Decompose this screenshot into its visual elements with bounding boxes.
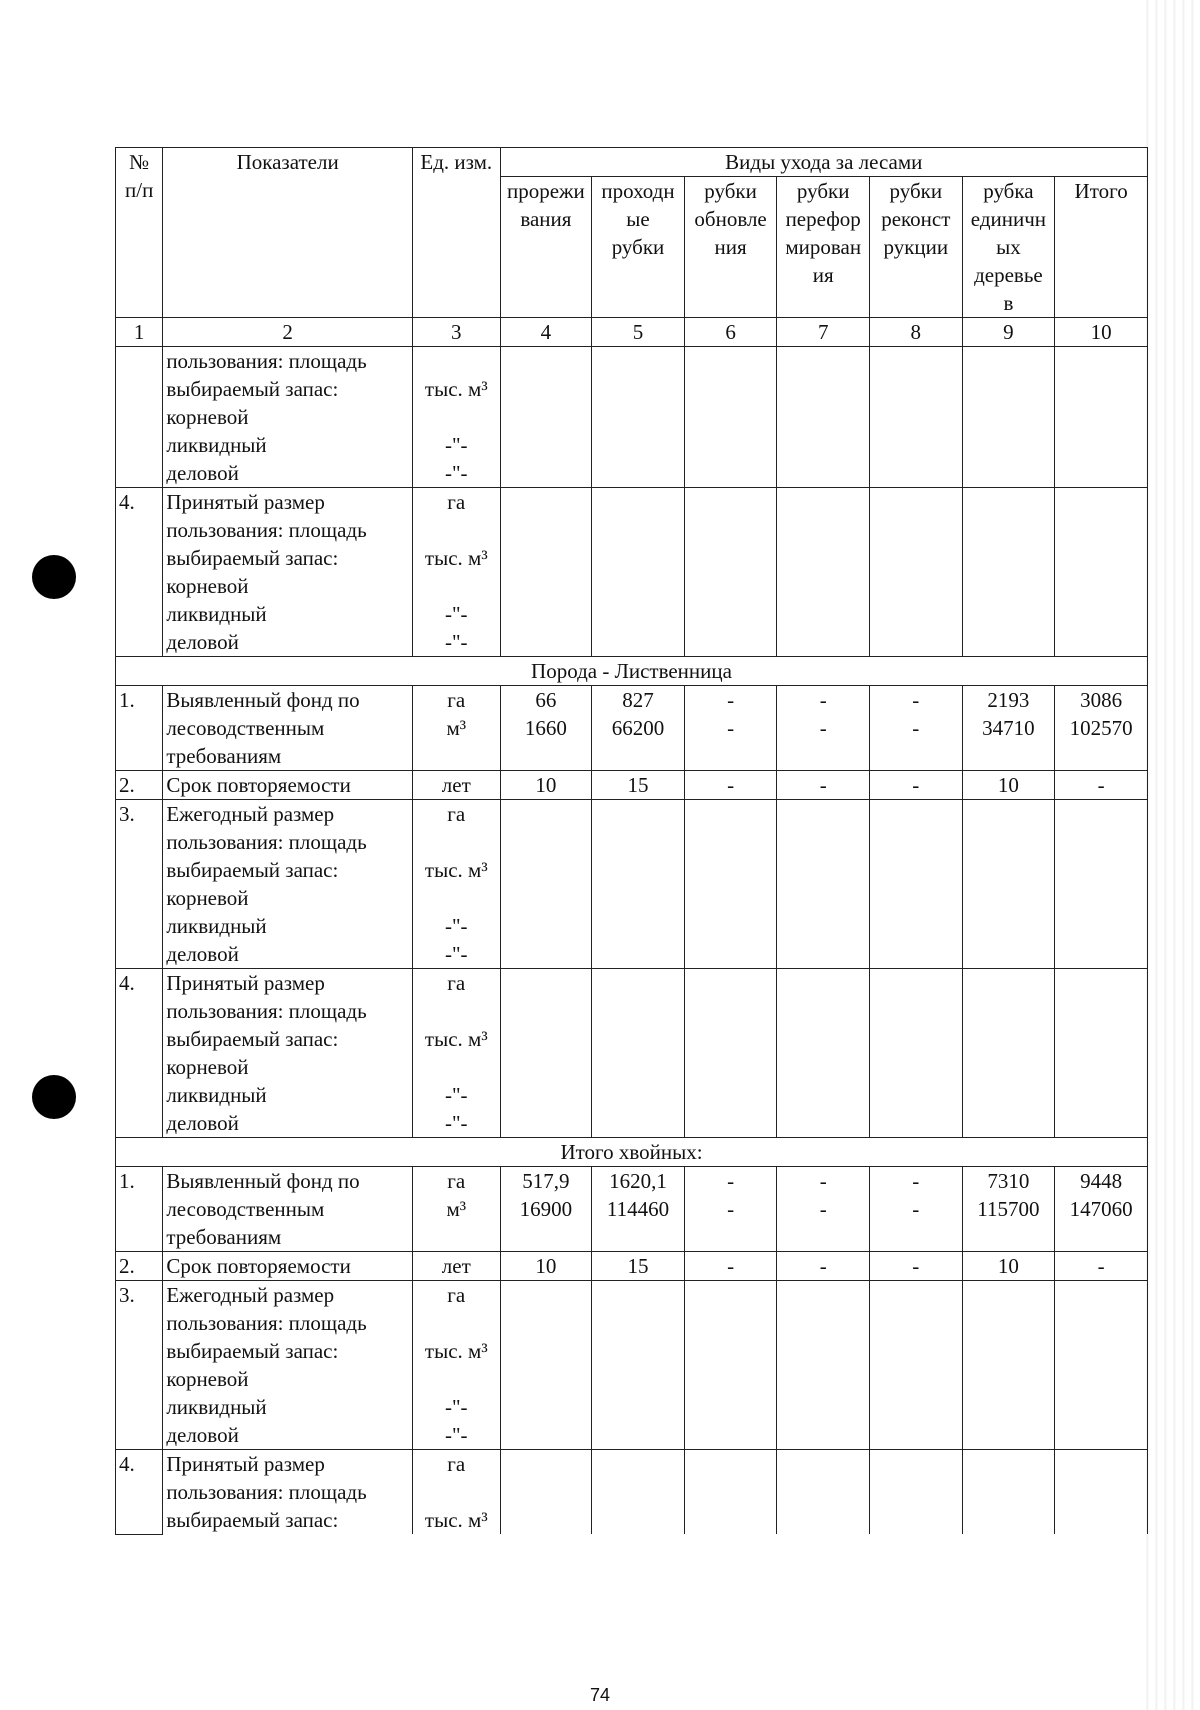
cell-value: 10 [500, 1252, 592, 1281]
row-unit: лет [412, 1252, 500, 1281]
colnum: 3 [412, 318, 500, 347]
table-row [116, 488, 1148, 657]
page-number: 74 [589, 1685, 611, 1705]
cell-value: 10 [962, 771, 1055, 800]
cell-value: - [777, 771, 870, 800]
row-label: Принятый размер пользования: площадь выбираемый запас: корневой ликвидный деловой [163, 488, 413, 657]
cell-value: 10 [500, 771, 592, 800]
cell-value: - [1055, 1252, 1148, 1281]
cell-value: - - [870, 1167, 963, 1252]
punch-hole-top [32, 555, 76, 599]
row-num: 4. [116, 1450, 163, 1535]
punch-hole-bottom [32, 1075, 76, 1119]
cell-value: - [777, 1252, 870, 1281]
cell-value: 10 [962, 1252, 1055, 1281]
row-unit: га м³ [412, 686, 500, 771]
cell-value: - - [777, 1167, 870, 1252]
row-label: Ежегодный размер пользования: площадь выбираемый запас: корневой ликвидный деловой [163, 1281, 413, 1450]
header-col-passage: проходн ые рубки [592, 177, 685, 318]
header-col-single-trees: рубка единичн ых деревье в [962, 177, 1055, 318]
cell-value: - [870, 1252, 963, 1281]
header-col-reconstruction: рубки реконст рукции [870, 177, 963, 318]
header-indicators: Показатели [163, 148, 413, 318]
cell-value: 3086 102570 [1055, 686, 1148, 771]
row-num: 3. [116, 1281, 163, 1450]
colnum: 8 [870, 318, 963, 347]
table-row [116, 1252, 1148, 1281]
cell-value: - [684, 1252, 777, 1281]
table-row [116, 686, 1148, 771]
row-num: 4. [116, 969, 163, 1138]
row-unit: га тыс. м³ -"- -"- [412, 800, 500, 969]
cell-value: 9448 147060 [1055, 1167, 1148, 1252]
row-unit: га тыс. м³ -"- -"- [412, 1281, 500, 1450]
row-label: Принятый размер пользования: площадь выбираемый запас: корневой ликвидный деловой [163, 969, 413, 1138]
row-label: Выявленный фонд по лесоводственным требованиям [163, 686, 413, 771]
cell-value: - - [684, 686, 777, 771]
header-group: Виды ухода за лесами [500, 148, 1147, 177]
row-unit: га м³ [412, 1167, 500, 1252]
section-row-larch [116, 657, 1148, 686]
header-col-total: Итого [1055, 177, 1148, 318]
cell-value: 1620,1 114460 [592, 1167, 685, 1252]
colnum: 9 [962, 318, 1055, 347]
row-label: Выявленный фонд по лесоводственным требованиям [163, 1167, 413, 1252]
cell-value: 15 [592, 1252, 685, 1281]
cell-value: 2193 34710 [962, 686, 1055, 771]
row-num: 2. [116, 771, 163, 800]
header-col-reformation: рубки перефор мирован ия [777, 177, 870, 318]
row-unit: тыс. м³ -"- -"- [412, 347, 500, 488]
section-title: Порода - Лиственница [116, 657, 1148, 686]
forest-care-table [115, 147, 1148, 1535]
cell-value: 66 1660 [500, 686, 592, 771]
row-label: Принятый размер пользования: площадь выбираемый запас: [163, 1450, 413, 1535]
cell-value: - - [870, 686, 963, 771]
table-row [116, 1281, 1148, 1450]
table-row [116, 1450, 1148, 1535]
colnum: 2 [163, 318, 413, 347]
table-row [116, 771, 1148, 800]
cell-value: - [1055, 771, 1148, 800]
colnum: 5 [592, 318, 685, 347]
row-label: пользования: площадь выбираемый запас: корневой ликвидный деловой [163, 347, 413, 488]
header-row-1 [116, 148, 1148, 177]
header-num: № п/п [116, 148, 163, 318]
row-label: Срок повторяемости [163, 1252, 413, 1281]
row-unit: га тыс. м³ -"- -"- [412, 488, 500, 657]
row-num: 1. [116, 1167, 163, 1252]
header-numbers-row [116, 318, 1148, 347]
row-num: 1. [116, 686, 163, 771]
colnum: 10 [1055, 318, 1148, 347]
colnum: 1 [116, 318, 163, 347]
header-col-renewal: рубки обновле ния [684, 177, 777, 318]
row-unit: лет [412, 771, 500, 800]
cell-value: 15 [592, 771, 685, 800]
table-row [116, 1167, 1148, 1252]
cell-value: 7310 115700 [962, 1167, 1055, 1252]
section-title: Итого хвойных: [116, 1138, 1148, 1167]
cell-value: 827 66200 [592, 686, 685, 771]
row-label: Ежегодный размер пользования: площадь выбираемый запас: корневой ликвидный деловой [163, 800, 413, 969]
table-row [116, 347, 1148, 488]
table-row [116, 800, 1148, 969]
row-unit: га тыс. м³ -"- -"- [412, 969, 500, 1138]
colnum: 6 [684, 318, 777, 347]
header-unit: Ед. изм. [412, 148, 500, 318]
row-num: 3. [116, 800, 163, 969]
cell-value: 517,9 16900 [500, 1167, 592, 1252]
colnum: 7 [777, 318, 870, 347]
cell-value: - - [684, 1167, 777, 1252]
table-row [116, 969, 1148, 1138]
cell-value: - [870, 771, 963, 800]
row-num: 2. [116, 1252, 163, 1281]
row-unit: га тыс. м³ [412, 1450, 500, 1535]
row-label: Срок повторяемости [163, 771, 413, 800]
colnum: 4 [500, 318, 592, 347]
section-row-conifer [116, 1138, 1148, 1167]
cell-value: - [684, 771, 777, 800]
header-col-thinning: прорежи вания [500, 177, 592, 318]
scan-edge-noise [1140, 0, 1200, 1710]
row-num: 4. [116, 488, 163, 657]
cell-value: - - [777, 686, 870, 771]
